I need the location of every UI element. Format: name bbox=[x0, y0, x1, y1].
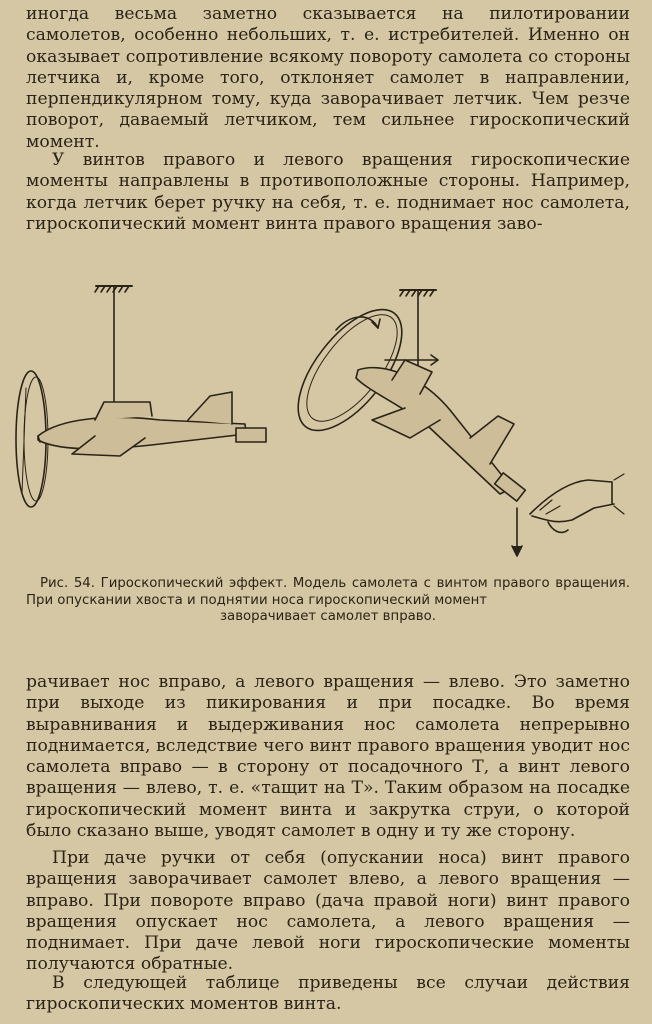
paragraph-1: иногда весьма заметно сказывается на пилотировании самолетов, особенно небольших, т. е. истребителей. Именно он оказывает сопротивление всякому повороту самолета со стороны летчика и, кроме того, отклоняет самолет в направлении, перпендикулярном тому, куда заворачивает летчик. Чем резче поворот, даваемый летчиком, тем сильнее гироскопический момент. bbox=[26, 4, 630, 152]
paragraph-2: У винтов правого и левого вращения гироскопические моменты направлены в противоположные стороны. Например, когда летчик берет ручку на себя, т. е. поднимает нос самолета, гироскопический момент винта правого вращения заво- bbox=[26, 150, 630, 234]
down-arrow-icon bbox=[512, 508, 522, 556]
paragraph-3: рачивает нос вправо, а левого вращения — влево. Это заметно при выходе из пикирования и при посадке. Во время выравнивания и выдерживания нос самолета непрерывно поднимается, вследствие чего винт правого вращения уводит нос самолета вправо — в сторону от посадочного Т, а винт левого вращения — влево, т. е. «тащит на Т». Таким образом на посадке гироскопический момент винта и закрутка струи, о которой было сказано выше, уводят самолет в одну и ту же сторону. bbox=[26, 672, 630, 842]
paragraph-4: При даче ручки от себя (опускании носа) винт правого вращения заворачивает самолет влево, а левого вращения — вправо. При повороте вправо (дача правой ноги) винт правого вращения опускает нос самолета, а левого вращения — поднимает. При даче левой ноги гироскопические моменты получаются обратные. bbox=[26, 848, 630, 975]
left-model-suspension-icon bbox=[95, 286, 132, 401]
figure-caption-last-line: заворачивает самолет вправо. bbox=[219, 609, 436, 624]
figure-caption-main: Рис. 54. Гироскопический эффект. Модель самолета с винтом правого вращения. При опускании хвоста и поднятии носа гироскопический момент bbox=[26, 576, 630, 608]
right-airplane-model-icon bbox=[356, 360, 525, 501]
figure-caption bbox=[26, 576, 630, 626]
hand-icon bbox=[530, 474, 624, 532]
paragraph-5: В следующей таблице приведены все случаи действия гироскопических моментов винта. bbox=[26, 973, 630, 1015]
left-airplane-model-icon bbox=[38, 392, 266, 456]
figure-54-illustration bbox=[0, 268, 652, 573]
